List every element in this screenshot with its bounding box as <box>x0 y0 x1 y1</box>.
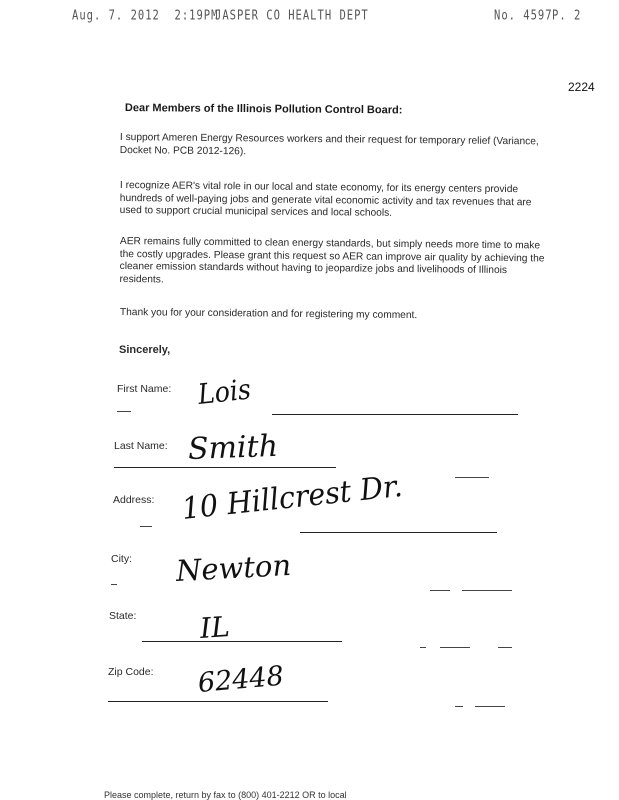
zip-code-value: 62448 <box>196 660 285 699</box>
zip-code-line <box>108 701 328 702</box>
letter-greeting: Dear Members of the Illinois Pollution Control Board: <box>124 102 403 117</box>
first-name-value: Lois <box>196 372 253 411</box>
field-dash <box>430 590 450 591</box>
letter-paragraph-1 <box>120 132 546 161</box>
field-dash <box>455 477 489 478</box>
first-name-line <box>272 414 518 415</box>
paragraph-text: AER remains fully committed to clean energy standards, but simply needs more time to make the costly upgrades. Please grant this request so AER can improve air quality by achieving the cleaner emission standards without having to jeopardize jobs and livelihoods of Illinois residents. <box>119 236 545 285</box>
field-dash <box>440 647 470 648</box>
address-line <box>300 532 497 533</box>
last-name-line <box>114 467 336 468</box>
field-dash <box>475 706 505 707</box>
field-dash <box>455 706 463 707</box>
state-line <box>142 641 342 642</box>
city-value: Newton <box>175 547 292 588</box>
last-name-label: Last Name: <box>114 440 168 452</box>
last-name-value: Smith <box>187 428 279 467</box>
field-dash <box>462 590 512 591</box>
field-dash <box>117 411 131 412</box>
state-label: State: <box>109 610 137 622</box>
field-dash <box>498 647 512 648</box>
field-dash <box>420 647 426 648</box>
footer-instructions: Please complete, return by fax to (800) 401-2212 OR to local <box>104 790 347 800</box>
field-dash <box>111 584 117 585</box>
fax-datetime: Aug. 7. 2012 2:19PM <box>72 8 219 23</box>
address-label: Address: <box>113 494 155 506</box>
paragraph-text: I recognize AER's vital role in our local and state economy, for its energy centers provide hundreds of well-paying jobs and generate vital economic activity and tax revenues that are used to support crucial municipal services and local schools. <box>119 180 532 219</box>
letter-paragraph-2 <box>120 180 546 222</box>
fax-sender: JASPER CO HEALTH DEPT <box>215 8 369 23</box>
zip-code-label: Zip Code: <box>108 666 154 678</box>
letter-closing: Sincerely, <box>119 344 171 356</box>
fax-page: P. 2 <box>552 8 582 23</box>
fax-number: No. 4597 <box>494 8 553 23</box>
letter-paragraph-4 <box>120 307 546 324</box>
state-value: IL <box>198 609 231 645</box>
first-name-label: First Name: <box>117 383 172 395</box>
paragraph-text: I support Ameren Energy Resources workers and their request for temporary relief (Variance, Docket No. PCB 2012-126). <box>119 132 539 157</box>
document-number: 2224 <box>568 80 595 94</box>
address-value: 10 Hillcrest Dr. <box>180 468 405 527</box>
paragraph-text: Thank you for your consideration and for registering my comment. <box>119 307 418 322</box>
city-label: City: <box>111 553 132 565</box>
field-dash <box>140 526 152 527</box>
letter-paragraph-3 <box>119 236 546 290</box>
